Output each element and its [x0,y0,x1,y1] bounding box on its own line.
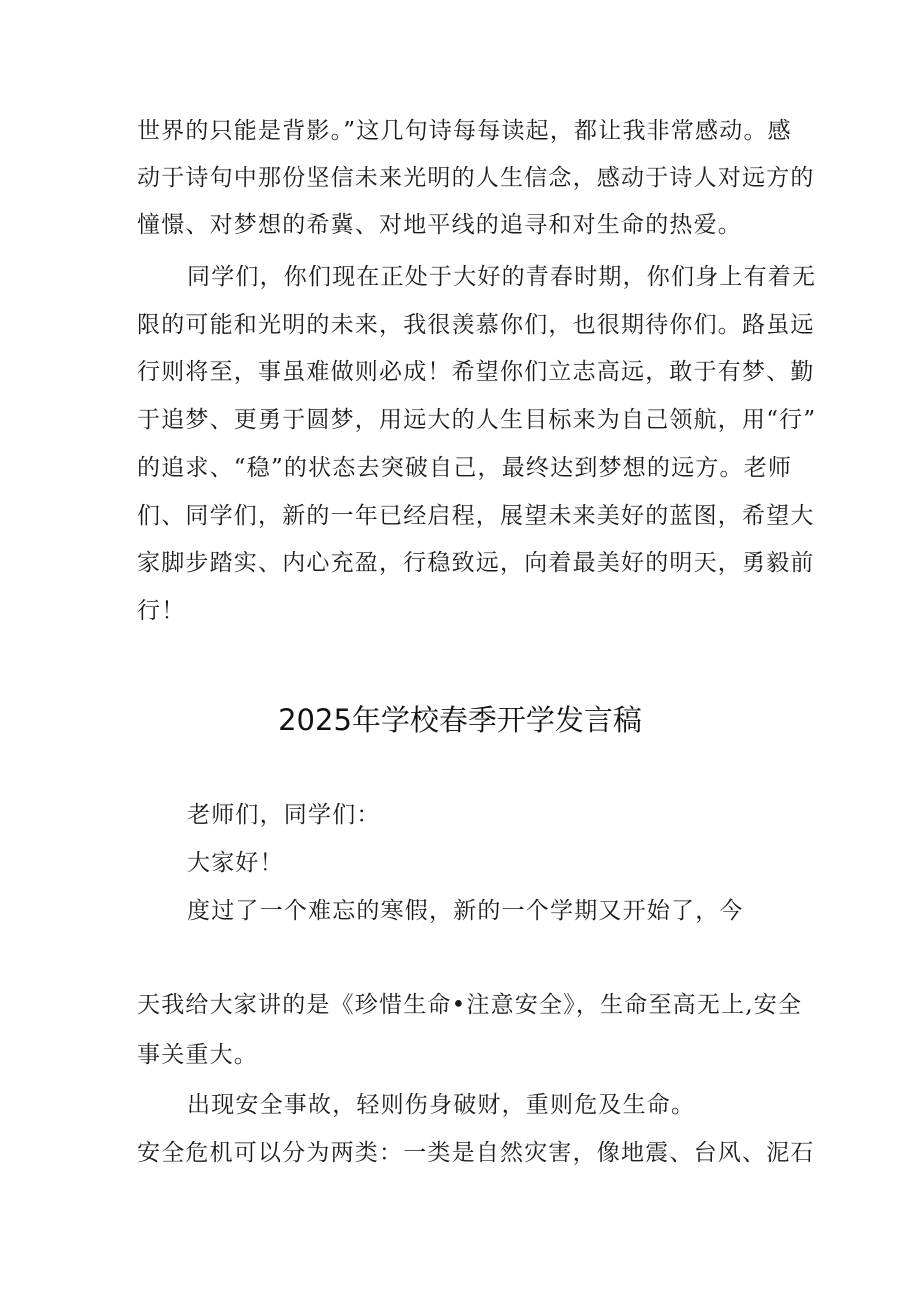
paragraph-line: 出现安全事故，轻则伤身破财，重则危及生命。 [187,1092,696,1118]
paragraph-line: 家脚步踏实、内心充盈，行稳致远，向着最美好的明天，勇毅前 [137,550,815,576]
paragraph-line: 度过了一个难忘的寒假，新的一个学期又开始了，今 [187,898,744,924]
paragraph-line: 行则将至，事虽难做则必成！希望你们立志高远，敢于有梦、勤 [137,359,815,385]
greeting: 大家好！ [187,850,284,876]
paragraph-line: 同学们，你们现在正处于大好的青春时期，你们身上有着无 [187,264,817,290]
paragraph-line: 们、同学们，新的一年已经启程，展望未来美好的蓝图，希望大 [137,503,815,529]
paragraph-line: 于追梦、更勇于圆梦，用远大的人生目标来为自己领航，用“行” [137,407,817,433]
paragraph-line: 限的可能和光明的未来，我很羡慕你们，也很期待你们。路虽远 [137,312,815,338]
paragraph-line: 动于诗句中那份坚信未来光明的人生信念，感动于诗人对远方的 [137,165,815,191]
paragraph-line: 事关重大。 [137,1042,258,1068]
speech-title: 2025年学校春季开学发言稿 [278,703,642,737]
paragraph-line: 安全危机可以分为两类：一类是自然灾害，像地震、台风、泥石 [137,1140,815,1166]
paragraph-line: 的追求、“稳”的状态去突破自己，最终达到梦想的远方。老师 [137,455,793,481]
salutation: 老师们，同学们： [187,802,381,828]
paragraph-line: 行！ [137,598,186,624]
paragraph-line: 天我给大家讲的是《珍惜生命•注意安全》，生命至高无上,安全 [137,992,803,1018]
paragraph-line: 憧憬、对梦想的希冀、对地平线的追寻和对生命的热爱。 [137,212,742,238]
paragraph-line: 世界的只能是背影。”这几句诗每每读起，都让我非常感动。感 [137,118,792,144]
